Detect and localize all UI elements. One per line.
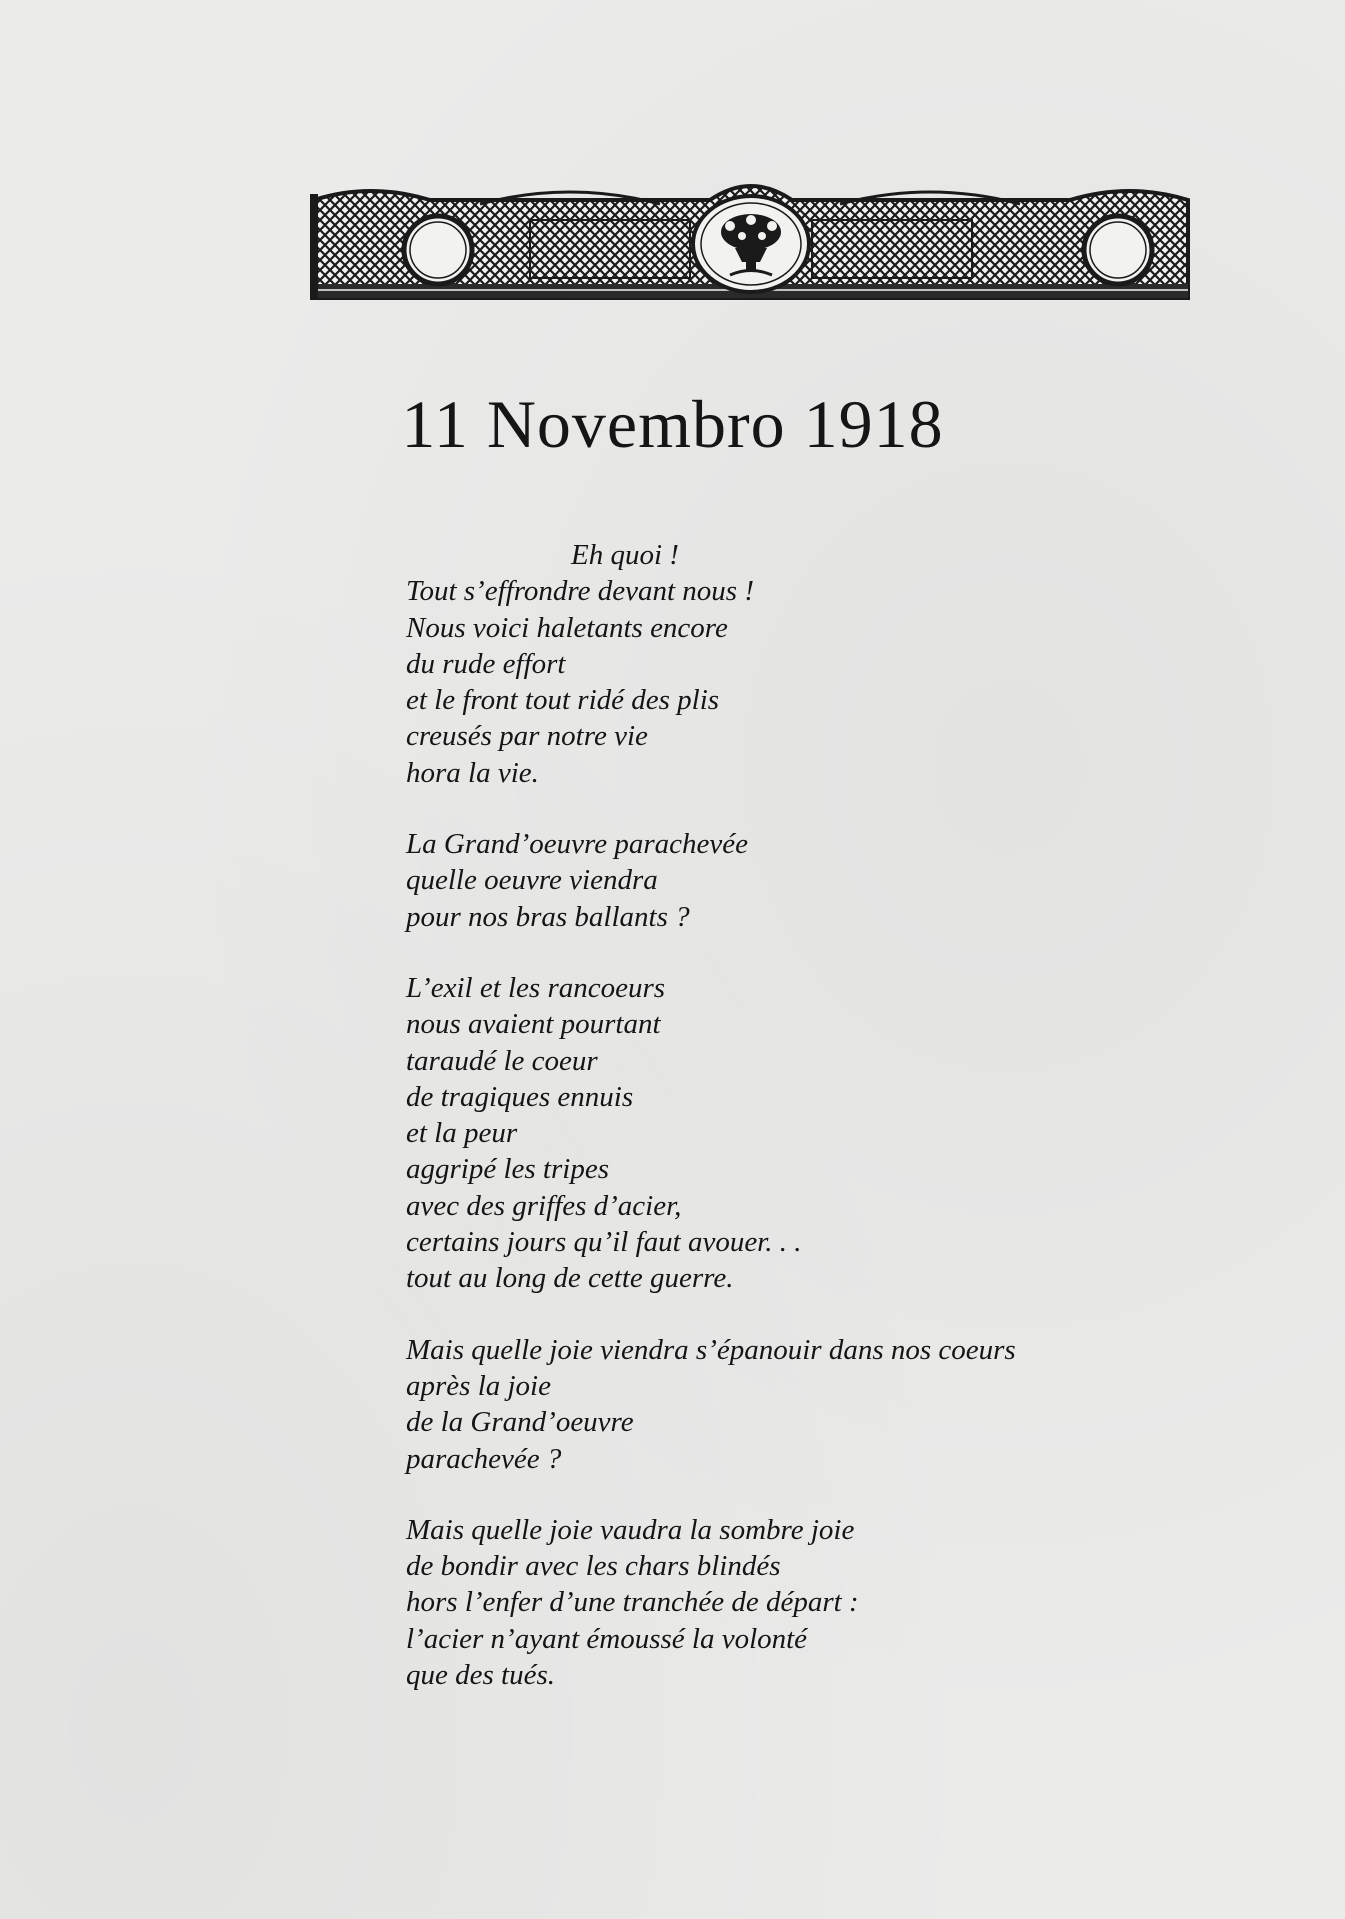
poem-line: Eh quoi ! [571, 539, 679, 571]
poem-line: et le front tout ridé des plis [406, 684, 720, 717]
poem-line: Mais quelle joie viendra s’épanouir dans nos coeurs [406, 1333, 1016, 1366]
poem-line: que des tués. [406, 1659, 555, 1692]
page-title: 11 Novembro 1918 [401, 386, 944, 462]
decorative-banner-icon [310, 180, 1192, 305]
poem-line: Tout s’effrondre devant nous ! [406, 575, 754, 608]
stanza [406, 537, 1226, 791]
poem-line: avec des griffes d’acier, [406, 1189, 682, 1222]
poem-line: creusés par notre vie [406, 720, 648, 753]
poem-line: l’acier n’ayant émoussé la volonté [406, 1622, 808, 1655]
poem-line: hors l’enfer d’une tranchée de départ : [406, 1586, 859, 1619]
poem-line: quelle oeuvre viendra [406, 864, 658, 897]
poem-line: parachevée ? [406, 1442, 562, 1475]
poem-line: du rude effort [406, 647, 566, 680]
poem-line: pour nos bras ballants ? [406, 900, 690, 933]
stanza [406, 970, 1226, 1297]
poem [406, 537, 1226, 1728]
poem-line: hora la vie. [406, 756, 539, 789]
stanza [406, 1512, 1226, 1693]
poem-line: Mais quelle joie vaudra la sombre joie [406, 1513, 855, 1546]
poem-line: certains jours qu’il faut avouer. . . [406, 1226, 802, 1259]
stanza [406, 826, 1226, 935]
stanza [406, 1332, 1226, 1477]
poem-line: de bondir avec les chars blindés [406, 1550, 781, 1583]
poem-line: La Grand’oeuvre parachevée [406, 828, 748, 861]
poem-line: et la peur [406, 1117, 518, 1150]
poem-line: après la joie [406, 1369, 551, 1402]
poem-line: taraudé le coeur [406, 1044, 598, 1077]
poem-line: Nous voici haletants encore [406, 611, 728, 644]
poem-line: de la Grand’oeuvre [406, 1406, 634, 1439]
poem-line: de tragiques ennuis [406, 1080, 634, 1113]
poem-line: aggripé les tripes [406, 1153, 609, 1186]
poem-line: nous avaient pourtant [406, 1008, 661, 1041]
poem-line: tout au long de cette guerre. [406, 1262, 734, 1295]
poem-line: L’exil et les rancoeurs [406, 971, 666, 1004]
